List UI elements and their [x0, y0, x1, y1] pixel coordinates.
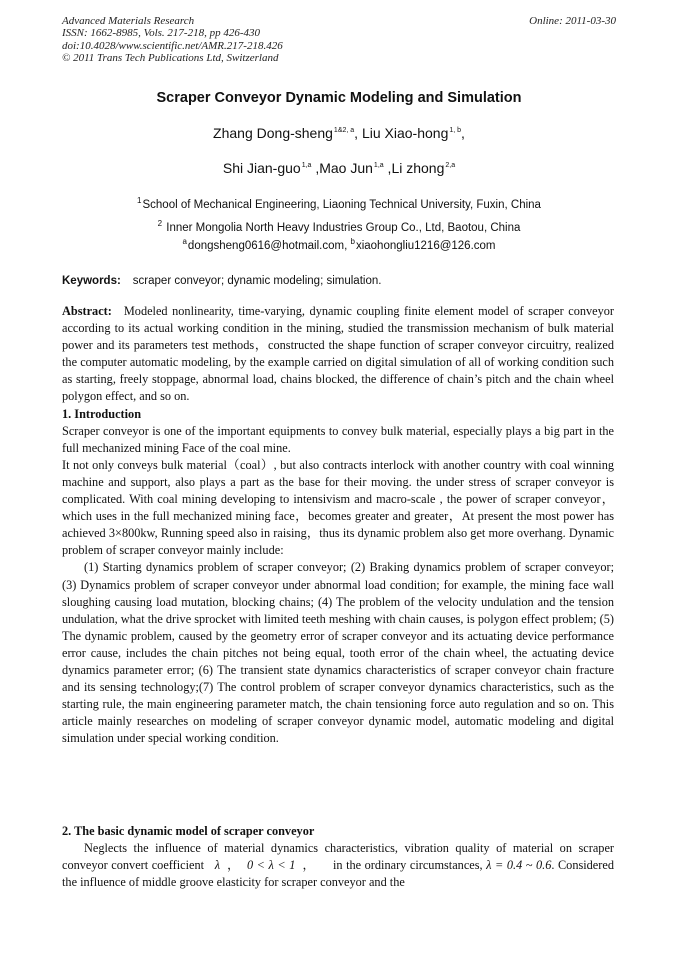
lambda-inequality: 0 < λ < 1 [246, 858, 296, 873]
author-sup: 1,a [301, 162, 312, 169]
aff-text: Inner Mongolia North Heavy Industries Group Co., Ltd, Baotou, China [166, 222, 521, 234]
email-sup: b [350, 237, 355, 246]
keywords-text: scraper conveyor; dynamic modeling; simulation. [132, 275, 382, 287]
aff-sup: 2 [157, 219, 163, 228]
aff-text: School of Mechanical Engineering, Liaoning Technical University, Fuxin, China [142, 199, 541, 211]
section-heading-intro: 1. Introduction [62, 406, 142, 421]
author-name: Mao Jun [319, 160, 373, 176]
author-sup: 1&2, a [333, 127, 355, 134]
keywords-label: Keywords: [62, 275, 121, 287]
journal-header [62, 15, 283, 64]
author-name: Shi Jian-guo [222, 160, 301, 176]
section-2-block [62, 823, 614, 891]
abstract-label: Abstract: [62, 304, 112, 318]
abstract-block [62, 303, 614, 747]
author-name: Li zhong [391, 160, 445, 176]
journal-name: Advanced Materials Research [62, 15, 195, 27]
email-link[interactable]: dongsheng0616@hotmail.com, [187, 240, 348, 252]
email-link[interactable]: xiaohongliu1216@126.com [355, 240, 496, 252]
author-name: Zhang Dong-sheng [213, 125, 333, 141]
emails [0, 237, 678, 252]
author-sup: 2,a [445, 162, 456, 169]
abstract-text: Modeled nonlinearity, time-varying, dynamic coupling finite element model of scraper conveyor according to its actual working condition in the mining, studied the transmission mechanism of bulk material power and its parameters test methods，constructed the shape function of scraper conveyor circuitry, realized the computer automatic modeling, by the example carried on digital simulation of all of working condition such as starting, freely stoppage, abnormal load, chains blocked, the difference of chain’s pitch and the chain wheel polygon effect, and so on. [62, 304, 614, 404]
section-heading-2: 2. The basic dynamic model of scraper conveyor [62, 824, 315, 838]
affiliation-1 [0, 196, 678, 211]
aff-sup: 1 [137, 196, 142, 205]
s2-text-b: in the ordinary circumstances, [332, 858, 483, 873]
author-line-2: Shi Jian-guo$^{1,a}$ ,Mao Jun$^{1,a}$ ,Li zhong$^{2,a}$ [222, 160, 456, 176]
issn: ISSN: 1662-8985, Vols. 217-218, pp 426-430 [62, 27, 260, 40]
intro-paragraph-2: It not only conveys bulk material（coal）, but also contracts interlock with another country with coal winning machine and support, also plays a part as the base for their moving. the under stress of scraper conveyor is complicated. With coal mining developing to intensivism and macro-scale , the power of scraper conveyor，which uses in the full mechanized mining face，becomes greater and greater，At present the most power has achieved 3×800kw, Running speed also in raising，thus its dynamic problem also get more overhang. Dynamic problem of scraper conveyor mainly include: [62, 457, 614, 558]
s2-text-c: . Considered the influence of middle groove elasticity for scraper conveyor and the [62, 858, 614, 890]
paper-title: Scraper Conveyor Dynamic Modeling and Simulation [156, 90, 522, 106]
keywords [62, 275, 381, 287]
email-sup: a [182, 237, 187, 246]
intro-paragraph-1: Scraper conveyor is one of the important equipments to convey bulk material, especially plays a big part in the full mechanized mining Face of the coal mine. [62, 423, 614, 455]
author-sup: 1, b [449, 127, 462, 134]
online-date: Online: 2011-03-30 [529, 15, 616, 27]
author-sup: 1,a [373, 162, 384, 169]
intro-paragraph-3: (1) Starting dynamics problem of scraper conveyor; (2) Braking dynamics problem of scraper conveyor; (3) Dynamics problem of scraper conveyor under abnormal load condition; for example, the mining face wall sloughing causing load mutation, blocking chains; (4) The problem of the velocity undulation and the tension undulation, what the drive sprocket with limited teeth meshing with chain causes, is polygon effect problem; (5) The dynamic problem, caused by the geometry error of scraper conveyor and its actuating device performance error cause, includes the chain pitches not being equal, tooth error of the chain wheel, the actuating device dynamics parameter error; (6) The transient state dynamics characteristics of scraper conveyor chain fracture and its sensing technology;(7) The control problem of scraper conveyor dynamics characteristics, such as the starting rule, the main engineering parameter match, the chain tensioning force auto regulation and so on. This article mainly researches on modeling of scraper conveyor dynamic model, automatic modeling and digital simulation under special working condition. [62, 560, 614, 746]
section2-paragraph-1: Neglects the influence of material dynamics characteristics, vibration quality of material on scraper conveyor convert coefficient λ ， 0 < λ < 1 ， in the ordinary circumstances, λ = 0.4 ~ 0.6. Considered the influence of middle groove elasticity for scraper conveyor and the [62, 841, 614, 890]
author-line-1: Zhang Dong-sheng$^{1\&2, a}$, Liu Xiao-hong$^{1, b}$, [213, 125, 465, 141]
lambda-range: λ = 0.4 ~ 0.6 [486, 858, 552, 873]
affiliation-2 [0, 219, 678, 234]
author-name: Liu Xiao-hong [361, 125, 449, 141]
s2-text-a: Neglects the influence of material dynamics characteristics, vibration quality of material on scraper conveyor convert coefficient [62, 841, 614, 873]
doi: doi:10.4028/www.scientific.net/AMR.217-218.426 [62, 39, 283, 52]
lambda-symbol: λ [214, 858, 221, 873]
copyright: © 2011 Trans Tech Publications Ltd, Switzerland [62, 51, 279, 64]
